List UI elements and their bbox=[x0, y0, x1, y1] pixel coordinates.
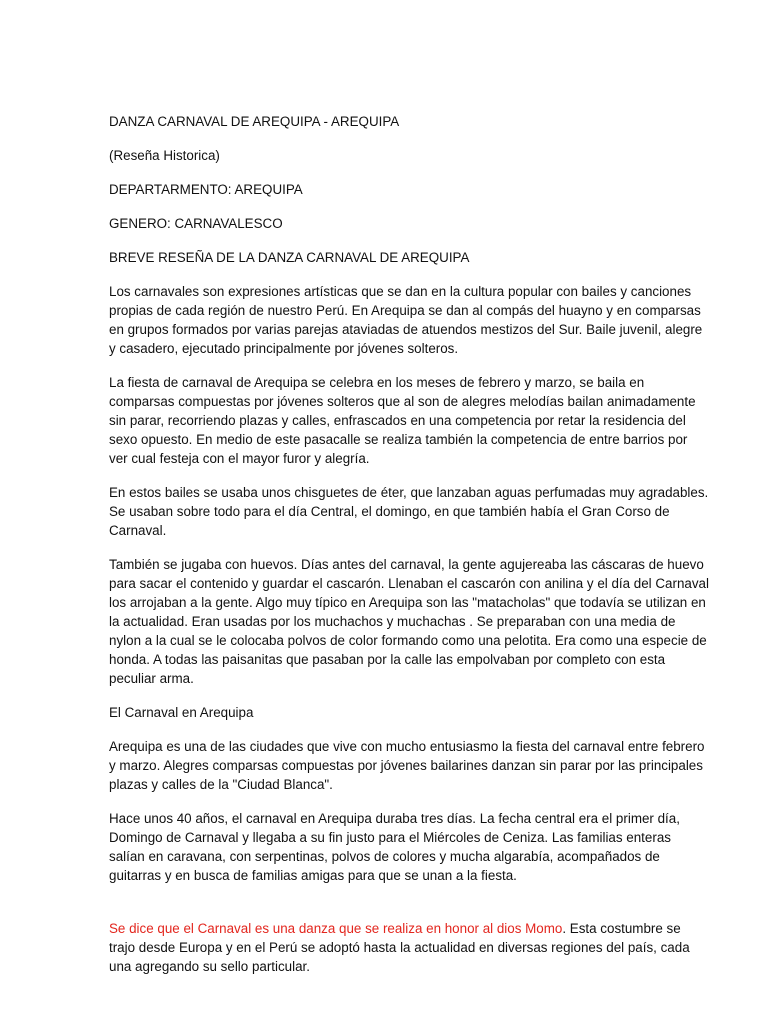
paragraph-6: Hace unos 40 años, el carnaval en Arequipa duraba tres días. La fecha central era el primer día, Domingo de Carnaval y llegaba a su fin justo para el Miércoles de Ceniza. Las familias enteras salían en caravana, con serpentinas, polvos de colores y mucha algarabía, acompañados de guitarras y en busca de familias amigas para que se unan a la fiesta. bbox=[109, 811, 680, 883]
section-heading-carnaval: El Carnaval en Arequipa bbox=[109, 705, 254, 720]
genero-line: GENERO: CARNAVALESCO bbox=[109, 216, 283, 231]
document-subtitle: (Reseña Historica) bbox=[109, 148, 220, 163]
breve-resena-heading: BREVE RESEÑA DE LA DANZA CARNAVAL DE AREQUIPA bbox=[109, 250, 470, 265]
paragraph-1: Los carnavales son expresiones artísticas que se dan en la cultura popular con bailes y canciones propias de cada región de nuestro Perú. En Arequipa se dan al compás del huayno y en comparsas en grupos formados por varias parejas ataviadas de atuendos mestizos del Sur. Baile juvenil, alegre y casadero, ejecutado principalmente por jóvenes solteros. bbox=[109, 284, 703, 356]
departamento-line: DEPARTARMENTO: AREQUIPA bbox=[109, 182, 303, 197]
final-paragraph bbox=[109, 919, 709, 976]
final-paragraph-rest: . Esta costumbre se trajo desde Europa y en el Perú se adoptó hasta la actualidad en diversas regiones del país, cada una agregando su sello particular. bbox=[109, 921, 690, 974]
blank-line bbox=[109, 900, 709, 919]
document-title: DANZA CARNAVAL DE AREQUIPA - AREQUIPA bbox=[109, 114, 400, 129]
paragraph-3: En estos bailes se usaba unos chisguetes de éter, que lanzaban aguas perfumadas muy agradables. Se usaban sobre todo para el día Central, el domingo, en que también había el Gran Corso de Carnaval. bbox=[109, 485, 709, 538]
highlighted-red-text: Se dice que el Carnaval es una danza que se realiza en honor al dios Momo bbox=[109, 921, 563, 936]
paragraph-2: La fiesta de carnaval de Arequipa se celebra en los meses de febrero y marzo, se baila en comparsas compuestas por jóvenes solteros que al son de alegres melodías bailan animadamente sin parar, recorriendo plazas y calles, enfrascados en una competencia por retar la residencia del sexo opuesto. En medio de este pasacalle se realiza también la competencia de entre barrios por ver cual festeja con el mayor furor y alegría. bbox=[109, 375, 696, 466]
document-page bbox=[109, 112, 709, 991]
paragraph-5: Arequipa es una de las ciudades que vive con mucho entusiasmo la fiesta del carnaval entre febrero y marzo. Alegres comparsas compuestas por jóvenes bailarines danzan sin parar por las principales plazas y calles de la "Ciudad Blanca". bbox=[109, 739, 705, 792]
paragraph-4: También se jugaba con huevos. Días antes del carnaval, la gente agujereaba las cáscaras de huevo para sacar el contenido y guardar el cascarón. Llenaban el cascarón con anilina y el día del Carnaval los arrojaban a la gente. Algo muy típico en Arequipa son las "matacholas" que todavía se utilizan en la actualidad. Eran usadas por los muchachos y muchachas . Se preparaban con una media de nylon a la cual se le colocaba polvos de color formando como una pelotita. Era como una especie de honda. A todas las paisanitas que pasaban por la calle las empolvaban por completo con esta peculiar arma. bbox=[109, 557, 709, 686]
